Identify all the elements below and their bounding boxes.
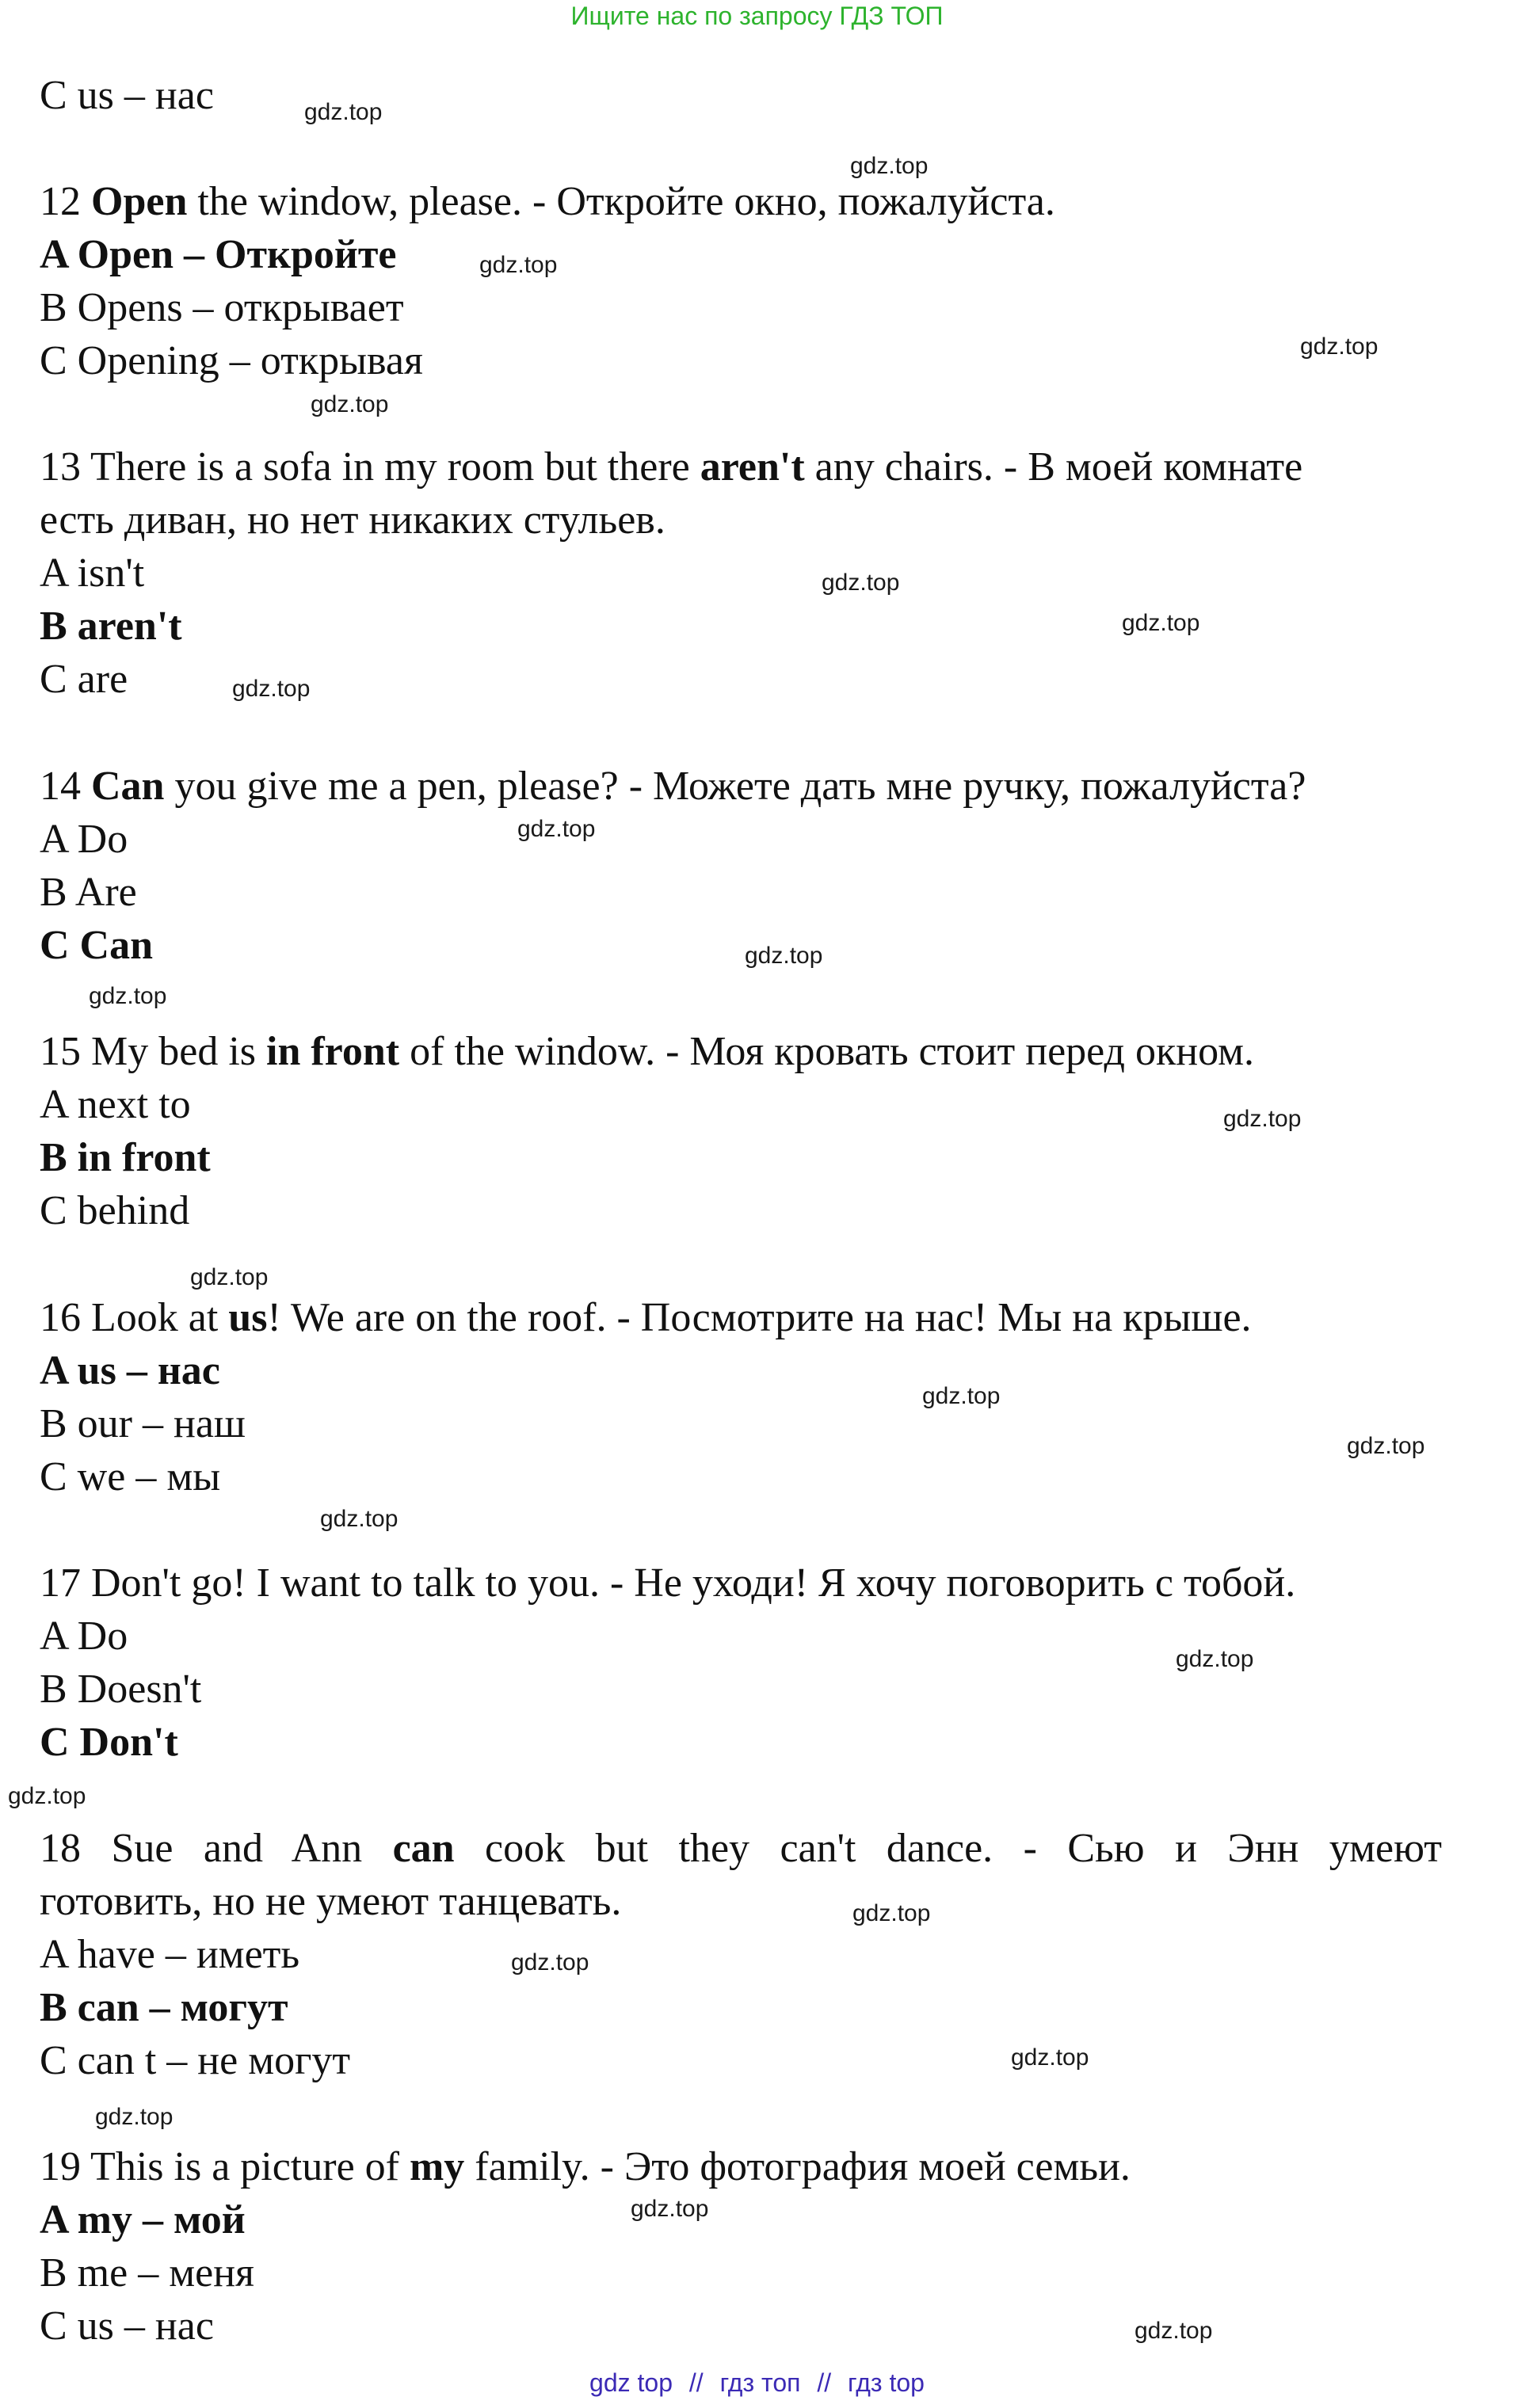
- q16-pre: 16 Look at: [40, 1295, 229, 1340]
- watermark: gdz.top: [479, 252, 558, 278]
- watermark: gdz.top: [511, 1949, 589, 1976]
- q13-post: any chairs. - В моей комнате: [804, 444, 1303, 490]
- q16-option-c: C we – мы: [40, 1454, 221, 1499]
- q12-option-a: A Open – Откройте: [40, 232, 397, 277]
- q13-question-cont: есть диван, но нет никаких стульев.: [40, 497, 665, 543]
- q12-option-b: B Opens – открывает: [40, 285, 404, 330]
- q16-post: ! We are on the roof. - Посмотрите на нас! Мы на крыше.: [267, 1295, 1252, 1340]
- top-banner: Ищите нас по запросу ГДЗ ТОП: [570, 2, 944, 30]
- watermark: gdz.top: [311, 391, 389, 417]
- q14-question: [40, 760, 1306, 813]
- q16-option-b: B our – наш: [40, 1401, 246, 1446]
- q14-answer-word: Can: [91, 764, 165, 809]
- q15-option-c: C behind: [40, 1188, 190, 1233]
- watermark: gdz.top: [517, 816, 596, 842]
- q14-option-a: A Do: [40, 817, 128, 862]
- q18-option-c: C can t – не могут: [40, 2038, 351, 2083]
- q18-answer-word: can: [392, 1826, 455, 1871]
- q13-answer-word: aren't: [700, 444, 805, 490]
- watermark: gdz.top: [922, 1383, 1001, 1409]
- q12-option-c: C Opening – открывая: [40, 338, 423, 383]
- q15-option-a: A next to: [40, 1082, 191, 1127]
- q17-option-b: B Doesn't: [40, 1667, 202, 1712]
- q13-option-a: A isn't: [40, 551, 145, 596]
- watermark: gdz.top: [745, 943, 823, 969]
- q15-pre: 15 My bed is: [40, 1029, 266, 1074]
- footer-separator: //: [817, 2368, 832, 2397]
- q18-pre: 18 Sue and Ann: [40, 1826, 393, 1871]
- footer-separator: //: [688, 2368, 704, 2397]
- q19-post: family. - Это фотография моей семьи.: [464, 2144, 1131, 2189]
- footer-link-gdz-top[interactable]: gdz top: [589, 2368, 673, 2397]
- q18-option-b: B can – могут: [40, 1985, 288, 2030]
- q12-question: [40, 176, 1055, 228]
- q18-question: [40, 1823, 1442, 1875]
- q12-answer-word: Open: [91, 179, 188, 224]
- q19-question: [40, 2141, 1131, 2193]
- watermark: gdz.top: [320, 1506, 399, 1532]
- q17-option-c: C Don't: [40, 1720, 178, 1765]
- q13-question: [40, 441, 1302, 493]
- q19-option-b: B me – меня: [40, 2250, 254, 2296]
- q18-post: cook but they can't dance. - Сью и Энн умеют: [454, 1826, 1442, 1871]
- q19-pre: 19 This is a picture of: [40, 2144, 410, 2189]
- watermark: gdz.top: [89, 983, 167, 1009]
- watermark: gdz.top: [1011, 2044, 1089, 2071]
- q14-number: 14: [40, 764, 81, 809]
- q17-question: 17 Don't go! I want to talk to you. - Не уходи! Я хочу поговорить с тобой.: [40, 1560, 1296, 1606]
- q14-rest: you give me a pen, please? - Можете дать мне ручку, пожалуйста?: [164, 764, 1306, 809]
- q12-number: 12: [40, 179, 81, 224]
- q16-question: [40, 1292, 1252, 1344]
- watermark: gdz.top: [232, 676, 311, 702]
- watermark: gdz.top: [304, 99, 383, 125]
- q15-post: of the window. - Моя кровать стоит перед окном.: [399, 1029, 1255, 1074]
- watermark: gdz.top: [95, 2104, 174, 2130]
- q18-option-a: A have – иметь: [40, 1932, 300, 1977]
- q19-answer-word: my: [409, 2144, 465, 2189]
- q15-answer-word: in front: [266, 1029, 400, 1074]
- q15-question: [40, 1026, 1254, 1078]
- q17-option-a: A Do: [40, 1614, 128, 1659]
- q14-option-b: B Are: [40, 870, 137, 915]
- watermark: gdz.top: [1300, 333, 1379, 360]
- q18-question-cont: готовить, но не умеют танцевать.: [40, 1879, 622, 1924]
- q16-option-a: A us – нас: [40, 1348, 220, 1393]
- q13-pre: 13 There is a sofa in my room but there: [40, 444, 700, 490]
- q19-option-c: C us – нас: [40, 2303, 214, 2349]
- q13-option-c: C are: [40, 657, 128, 702]
- watermark: gdz.top: [631, 2196, 709, 2222]
- watermark: gdz.top: [852, 1900, 931, 1926]
- q11-option-c: C us – нас: [40, 73, 214, 118]
- watermark: gdz.top: [850, 153, 929, 179]
- footer: [0, 2367, 1514, 2398]
- watermark: gdz.top: [822, 570, 900, 596]
- watermark: gdz.top: [1135, 2318, 1213, 2344]
- q14-option-c: C Can: [40, 923, 154, 968]
- q13-option-b: B aren't: [40, 604, 182, 649]
- watermark: gdz.top: [1176, 1646, 1254, 1672]
- watermark: gdz.top: [1122, 610, 1200, 636]
- q19-option-a: A my – мой: [40, 2197, 246, 2242]
- footer-link-gdz-top-mixed[interactable]: гдз top: [848, 2368, 925, 2397]
- watermark: gdz.top: [1347, 1433, 1425, 1459]
- q15-option-b: B in front: [40, 1135, 211, 1180]
- footer-link-gdz-top-ru[interactable]: гдз топ: [719, 2368, 801, 2397]
- watermark: gdz.top: [1223, 1106, 1302, 1132]
- watermark: gdz.top: [190, 1264, 269, 1290]
- q16-answer-word: us: [228, 1295, 268, 1340]
- watermark: gdz.top: [8, 1783, 86, 1809]
- q12-rest: the window, please. - Откройте окно, пожалуйста.: [187, 179, 1055, 224]
